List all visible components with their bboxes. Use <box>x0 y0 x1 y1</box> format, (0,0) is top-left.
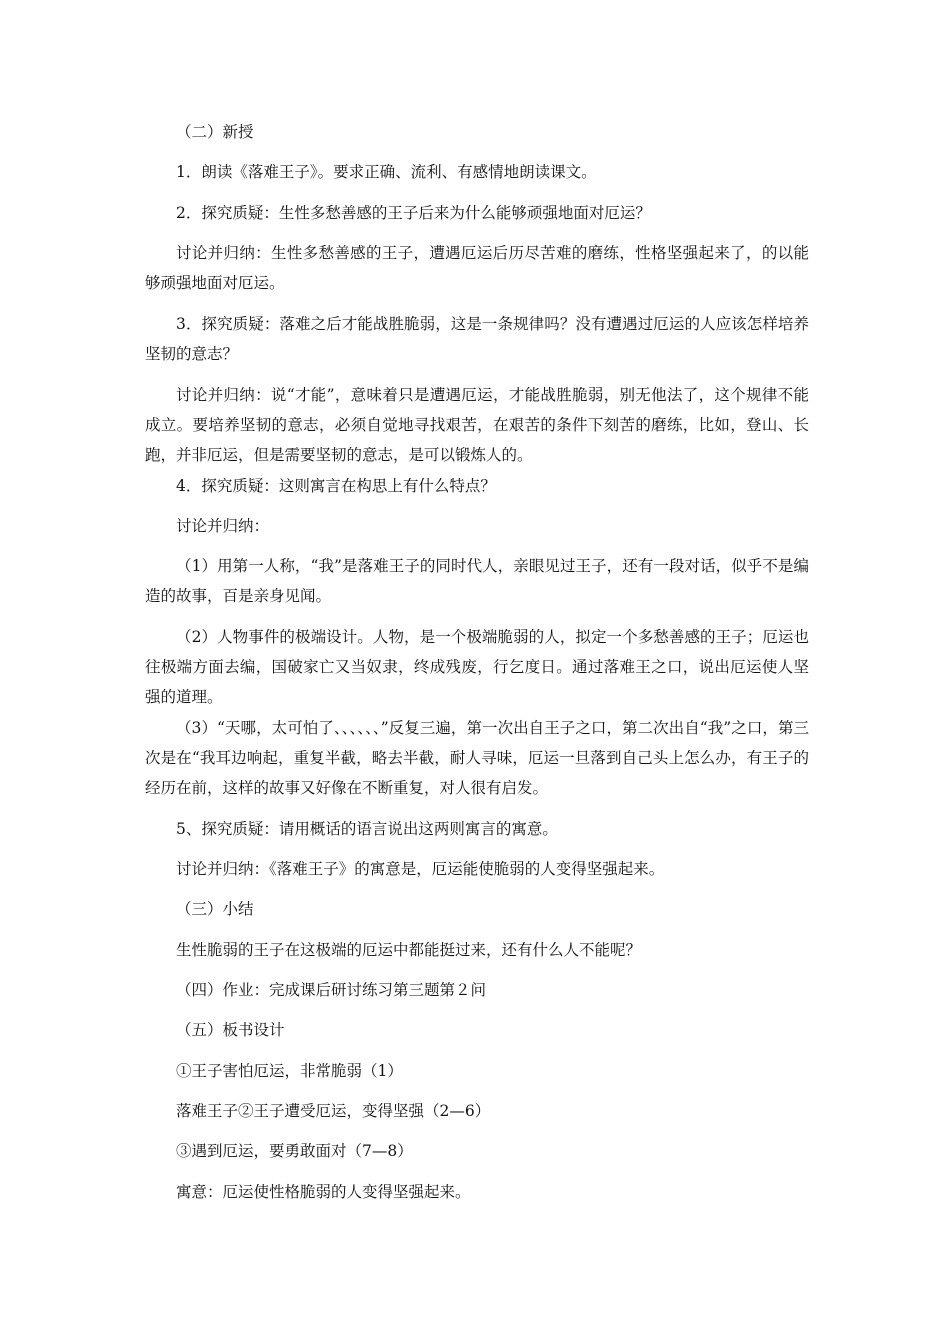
feature-point-3: （3）“天哪，太可怕了、、、、、、”反复三遍，第一次出自王子之口，第二次出自“我”之口，第三次是在“我耳边响起，重复半截，略去半截，耐人寻味，厄运一旦落到自己头上怎么办，有王子的经历在前，这样的故事又好像在不断重复，对人很有启发。 <box>145 719 809 797</box>
item-4-discussion-label: 讨论并归纳： <box>176 517 270 535</box>
item-4-question: 4．探究质疑：这则寓言在构思上有什么特点？ <box>176 477 496 495</box>
item-1-reading: 1．朗读《落难王子》。要求正确、流利、有感情地朗读课文。 <box>176 163 597 181</box>
item-2-question: 2．探究质疑：生性多愁善感的王子后来为什么能够顽强地面对厄运？ <box>176 204 651 222</box>
feature-point-1: （1）用第一人称，“我”是落难王子的同时代人，亲眼见过王子，还有一段对话，似乎不是编造的故事，百是亲身见闻。 <box>145 557 809 605</box>
board-moral: 寓意：厄运使性格脆弱的人变得坚强起来。 <box>176 1183 471 1201</box>
board-line-3: ③遇到厄运，要勇敢面对（7—8） <box>176 1142 413 1160</box>
item-5-discussion: 讨论并归纳：《落难王子》的寓意是，厄运能使脆弱的人变得坚强起来。 <box>176 860 665 878</box>
board-line-1: ①王子害怕厄运，非常脆弱（1） <box>176 1062 403 1080</box>
item-2-discussion: 讨论并归纳：生性多愁善感的王子，遭遇厄运后历尽苦难的磨练，性格坚强起来了，的以能够顽强地面对厄运。 <box>145 244 809 292</box>
feature-point-2: （2）人物事件的极端设计。人物，是一个极端脆弱的人，拟定一个多愁善感的王子；厄运也往极端方面去编，国破家亡又当奴隶，终成残废，行乞度日。通过落难王之口，说出厄运使人坚强的道理。 <box>145 628 809 706</box>
section-heading-homework: （四）作业：完成课后研讨练习第三题第２问 <box>176 981 487 999</box>
section-heading-new-lesson: （二）新授 <box>176 123 254 141</box>
board-line-2: 落难王子②王子遭受厄运，变得坚强（2—6） <box>176 1102 491 1120</box>
section-heading-summary: （三）小结 <box>176 900 254 918</box>
item-3-question: 3．探究质疑：落难之后才能战胜脆弱，这是一条规律吗？没有遭遇过厄运的人应该怎样培养坚韧的意志？ <box>145 315 809 363</box>
summary-text: 生性脆弱的王子在这极端的厄运中都能挺过来，还有什么人不能呢？ <box>176 941 642 959</box>
item-5-question: 5、探究质疑：请用概话的语言说出这两则寓言的寓意。 <box>176 820 558 838</box>
item-3-discussion: 讨论并归纳：说“才能”，意味着只是遭遇厄运，才能战胜脆弱，别无他法了，这个规律不能成立。要培养坚韧的意志，必须自觉地寻找艰苦，在艰苦的条件下刻苦的磨练，比如，登山、长跑，并非厄运，但是需要坚韧的意志，是可以锻炼人的。 <box>145 386 809 464</box>
section-heading-board-design: （五）板书设计 <box>176 1021 285 1039</box>
